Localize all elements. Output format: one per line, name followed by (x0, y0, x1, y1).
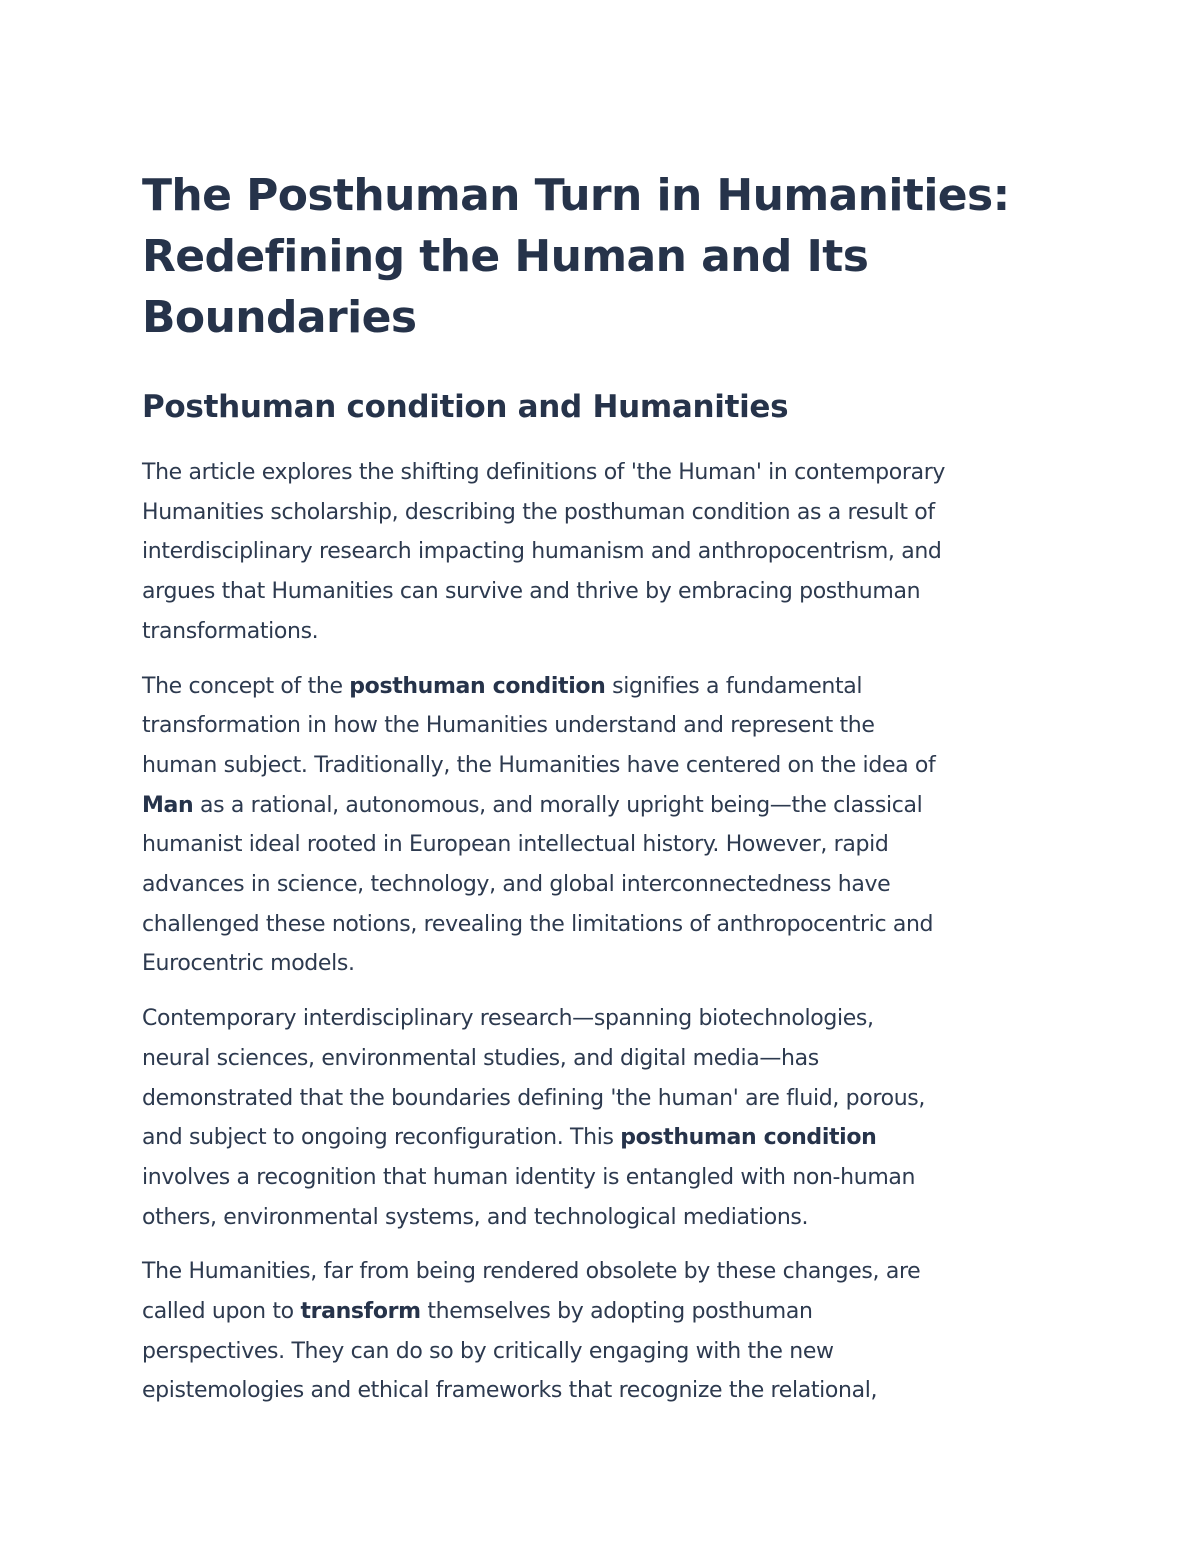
text-run: signifies a fundamental (605, 673, 863, 699)
text-line: others, environmental systems, and technological mediations. (142, 1204, 809, 1230)
text-line: The Humanities, far from being rendered obsolete by these changes, are (142, 1259, 921, 1285)
text-line: advances in science, technology, and global interconnectedness have (142, 872, 891, 898)
section-heading: Posthuman condition and Humanities (142, 389, 789, 425)
document-title (142, 165, 1072, 348)
text-line: transformations. (142, 618, 319, 644)
text-line: involves a recognition that human identity is entangled with non-human (142, 1164, 916, 1190)
bold-term: transform (300, 1299, 421, 1325)
text-line: Humanities scholarship, describing the posthuman condition as a result of (142, 499, 935, 525)
text-run: as a rational, autonomous, and morally upright being—the classical (193, 792, 923, 818)
text-line: challenged these notions, revealing the limitations of anthropocentric and (142, 911, 934, 937)
document-page (142, 165, 1072, 1411)
title-line: Redefining the Human and Its (142, 231, 869, 282)
text-line: Contemporary interdisciplinary research—spanning biotechnologies, (142, 1006, 874, 1032)
bold-term: Man (142, 792, 194, 818)
text-line: Eurocentric models. (142, 951, 355, 977)
text-line: demonstrated that the boundaries defining 'the human' are fluid, porous, (142, 1085, 926, 1111)
text-run: called upon to (142, 1299, 301, 1325)
text-line: interdisciplinary research impacting humanism and anthropocentrism, and (142, 539, 942, 565)
text-line (142, 1118, 1072, 1158)
summary-paragraph (142, 453, 1072, 652)
text-line: human subject. Traditionally, the Humanities have centered on the idea of (142, 752, 936, 778)
text-line: humanist ideal rooted in European intellectual history. However, rapid (142, 832, 889, 858)
body-paragraph-transform (142, 1252, 1072, 1411)
bold-term: posthuman condition (349, 673, 606, 699)
text-line (142, 667, 1072, 707)
text-line (142, 1292, 1072, 1332)
text-run: The concept of the (142, 673, 350, 699)
text-line: argues that Humanities can survive and thrive by embracing posthuman (142, 579, 921, 605)
text-line: The article explores the shifting definitions of 'the Human' in contemporary (142, 460, 946, 485)
body-paragraph-concept (142, 667, 1072, 985)
title-line: The Posthuman Turn in Humanities: (142, 170, 1010, 221)
text-line: neural sciences, environmental studies, and digital media—has (142, 1045, 819, 1071)
text-line (142, 786, 1072, 826)
text-run: themselves by adopting posthuman (420, 1299, 813, 1325)
bold-term: posthuman condition (620, 1125, 877, 1151)
text-line: perspectives. They can do so by critically engaging with the new (142, 1338, 834, 1364)
text-run: and subject to ongoing reconfiguration. This (142, 1125, 621, 1151)
body-paragraph-research (142, 999, 1072, 1237)
text-line: transformation in how the Humanities understand and represent the (142, 713, 875, 739)
text-line: epistemologies and ethical frameworks that recognize the relational, (142, 1378, 878, 1404)
title-line: Boundaries (142, 292, 417, 343)
